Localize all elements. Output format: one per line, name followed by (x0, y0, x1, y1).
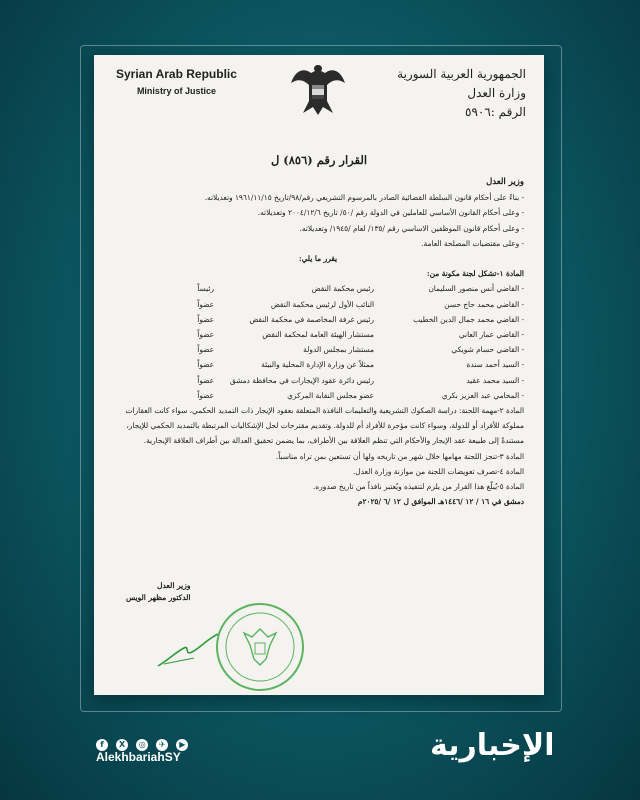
signature-name: الدكتور مظهر الويس (126, 593, 191, 602)
decree-body (112, 175, 524, 509)
member-role: النائب الأول لرئيس محكمة النقض (270, 299, 374, 309)
x-icon[interactable]: X (116, 739, 128, 751)
committee-list (112, 281, 524, 403)
member-role: رئيس محكمة النقض (311, 284, 374, 294)
member-position: عضواً (197, 329, 214, 339)
committee-member-row (112, 327, 524, 342)
youtube-icon[interactable]: ▶ (176, 739, 188, 751)
member-role: مستشار الهيئة العامة لمحكمة النقض (262, 329, 374, 339)
decree-date: دمشق في ١٦ / ١٢ /١٤٤٦هـ الموافق ل ١٢ /٦ /٢٠٢٥م (357, 497, 524, 507)
member-name: - القاضي محمد حاج حسن (444, 299, 524, 309)
signature-title: وزير العدل (157, 581, 191, 590)
member-position: رئيساً (197, 284, 214, 294)
member-name: - المحامي عبد العزيز بكري (441, 390, 524, 400)
english-letterhead (116, 67, 237, 96)
decides-heading: يقرر ما يلي: (298, 254, 338, 264)
preamble-line: - وعلى أحكام قانون الموظفين الاساسي رقم /١٣٥/ لعام /١٩٤٥/ وتعديلاته. (299, 223, 524, 233)
social-icons (96, 732, 191, 751)
country-name-ar: الجمهورية العربية السورية (397, 67, 526, 81)
member-position: عضواً (197, 375, 214, 385)
eagle-emblem-icon (287, 61, 349, 119)
member-name: - القاضي أنس منصور السليمان (428, 284, 524, 294)
member-name: - القاضي حسام شويكي (451, 345, 524, 355)
member-role: مستشار بمجلس الدولة (303, 345, 374, 355)
ministry-name-ar: وزارة العدل (467, 86, 526, 100)
social-handle: AlekhbariahSY (96, 750, 181, 764)
channel-logo: الإخبارية (430, 728, 555, 763)
signature-block (126, 580, 191, 604)
committee-member-row (112, 388, 524, 403)
preamble-line: - وعلى أحكام القانون الأساسي للعاملين في الدولة رقم /٥٠/ تاريخ ٢٠٠٤/١٢/٦ وتعديلاته. (257, 208, 524, 218)
member-name: - القاضي محمد جمال الدين الخطيب (413, 314, 524, 324)
committee-member-row (112, 297, 524, 312)
telegram-icon[interactable]: ✈ (156, 739, 168, 751)
ministry-seal-icon (214, 601, 306, 693)
reference-number: الرقم :٥٩٠٦ (465, 105, 526, 119)
arabic-letterhead (397, 65, 526, 122)
member-name: - السيد أحمد سندة (466, 360, 524, 370)
member-position: عضواً (197, 314, 214, 324)
article-5: المادة ٥-يُبلّغ هذا القرار من يلزم لتنفيذه ويُعتبر نافذاً من تاريخ صدوره. (312, 481, 524, 491)
instagram-icon[interactable]: ◎ (136, 739, 148, 751)
article-2: المادة ٢-مهمة اللجنة: دراسة الصكوك التشريعية والتعليمات النافذة المتعلقة بعقود الإيجار ذات التمديد الحكمي، سواء كانت العقارات مملوكة للأفراد أو للدولة، وسواء كانت مؤجرة للأفراد أم للدولة. وتقديم مقترحات لحل الإشكاليات المرتبطة بالتمديد الحكمي للإيجار، مستندةً إلى طبيعة عقد الإيجار والأحكام التي تنظم العلاقة بين الأطراف، بما يضمن تحقيق العدالة بين أطراف العلاقة الإيجارية. (125, 405, 524, 446)
member-position: عضواً (197, 360, 214, 370)
member-position: عضواً (197, 299, 214, 309)
member-position: عضواً (197, 345, 214, 355)
article-4: المادة ٤-تصرف تعويضات اللجنة من موازنة وزارة العدل. (352, 466, 524, 476)
preamble-line: - وعلى مقتضيات المصلحة العامة. (421, 238, 524, 248)
article-1: المادة ١-تشكل لجنة مكونة من: (426, 269, 524, 279)
decision-title: القرار رقم (٨٥٦) ل (270, 153, 368, 167)
committee-member-row (112, 281, 524, 296)
preamble-line: - بناءً على أحكام قانون السلطة القضائية الصادر بالمرسوم التشريعي رقم/٩٨/تاريخ ١٩٦١/١١/١٥ وتعديلاته. (204, 193, 524, 203)
country-name-en: Syrian Arab Republic (116, 67, 237, 81)
member-name: - القاضي عمار العاني (458, 329, 524, 339)
decree-document (94, 55, 544, 695)
member-role: عضو مجلس النقابة المركزي (287, 390, 374, 400)
member-role: رئيس غرفة المخاصمة في محكمة النقض (249, 314, 374, 324)
committee-member-row (112, 373, 524, 388)
ministry-name-en: Ministry of Justice (136, 86, 216, 96)
member-position: عضواً (197, 390, 214, 400)
facebook-icon[interactable]: f (96, 739, 108, 751)
committee-member-row (112, 342, 524, 357)
member-role: رئيس دائرة عقود الإيجارات في محافظة دمشق (229, 375, 374, 385)
committee-member-row (112, 357, 524, 372)
minister-heading: وزير العدل (486, 177, 524, 187)
member-name: - السيد محمد عقيد (466, 375, 524, 385)
member-role: ممثلاً عن وزارة الإدارة المحلية والبيئة (261, 360, 374, 370)
article-3: المادة ٣-تنجز اللجنة مهامها خلال شهر من تاريخه ولها أن تستعين بمن تراه مناسباً. (275, 451, 524, 461)
committee-member-row (112, 312, 524, 327)
